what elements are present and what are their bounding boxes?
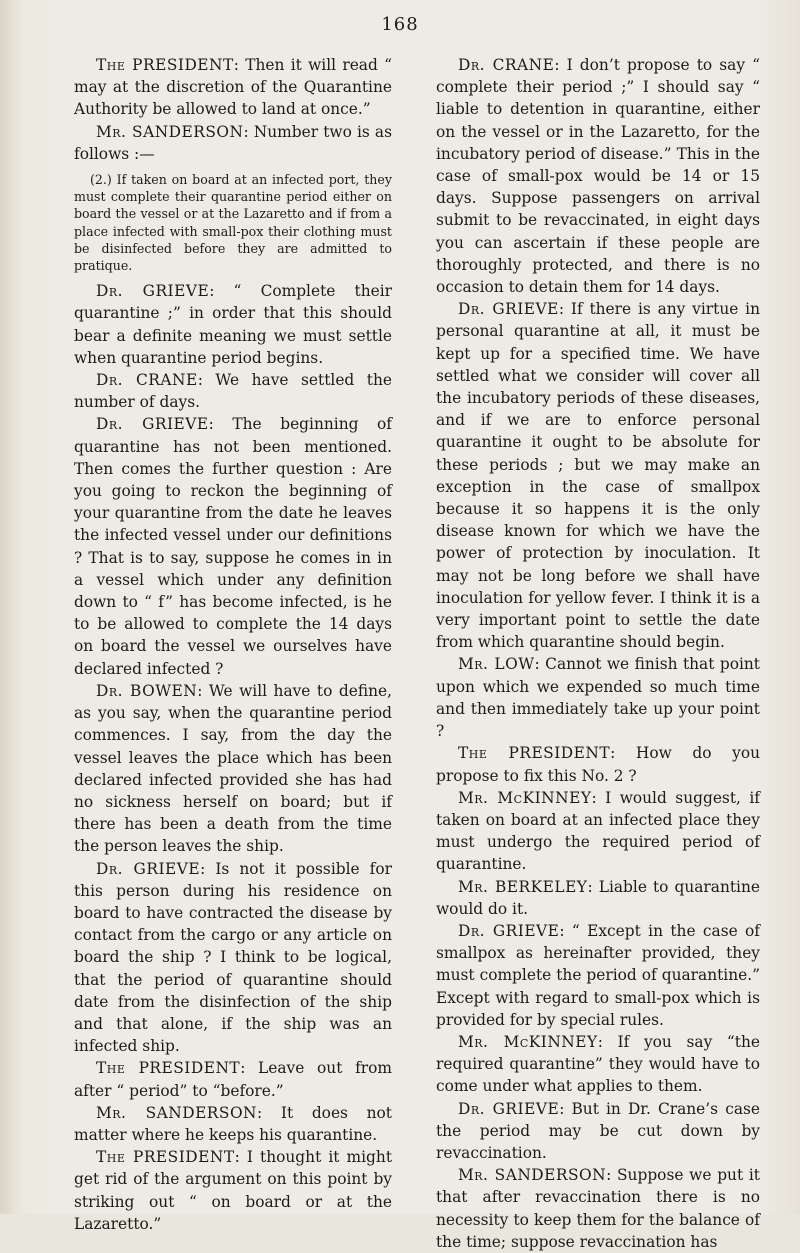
paragraph bbox=[436, 920, 760, 1031]
quoted-clause bbox=[74, 171, 392, 274]
speaker: The PRESIDENT bbox=[458, 744, 611, 763]
paragraph-text: : Is not it possible for this person during his residence on board to have contracted the disease by contact from the cargo or any article on board the ship ? I think to be logical, that the period of quarantine should date from the disinfection of the ship and that alone, if the ship was an infected ship. bbox=[74, 859, 392, 1056]
paragraph-text: : It does not matter where he keeps his quarantine. bbox=[74, 1103, 392, 1144]
paragraph bbox=[436, 876, 760, 920]
speaker: Mr. SANDERSON bbox=[96, 1103, 258, 1122]
speaker: Mr. McKINNEY bbox=[458, 788, 592, 807]
paragraph-text: : I thought it might get rid of the argument on this point by striking out “ on board or at the Lazaretto.” bbox=[74, 1148, 392, 1233]
paragraph-text: : Then it will read “ may at the discretion of the Quarantine Authority be allowed to land at once.” bbox=[74, 56, 392, 119]
paragraph-text: : We will have to define, as you say, when the quarantine period commences. I say, from the day the vessel leaves the place which has been declared infected provided she has had no sickness herself on board; but if there has been a death from the time the person leaves the ship. bbox=[74, 681, 392, 856]
paragraph bbox=[436, 653, 760, 742]
paragraph bbox=[74, 280, 392, 369]
speaker: The PRESIDENT bbox=[96, 1148, 235, 1167]
speaker: Dr. CRANE bbox=[96, 371, 198, 390]
speaker: Mr. SANDERSON bbox=[458, 1166, 607, 1185]
paragraph-text: : I would suggest, if taken on board at an infected place they must undergo the required period of quarantine. bbox=[436, 788, 760, 874]
paragraph-text: : “ Except in the case of smallpox as hereinafter provided, they must complete the period of quarantine.” Except with regard to small-pox which is provided for by special rules. bbox=[436, 921, 761, 1029]
speaker: Dr. GRIEVE bbox=[458, 300, 559, 319]
paragraph bbox=[74, 1057, 392, 1101]
paragraph-text: : But in Dr. Crane’s case the period may be cut down by revaccination. bbox=[436, 1099, 761, 1162]
paragraph bbox=[436, 1164, 760, 1253]
paragraph bbox=[74, 369, 392, 413]
speaker: Dr. CRANE bbox=[458, 56, 555, 74]
paragraph-text: (2.) If taken on board at an infected port, they must complete their quarantine period either on board the vessel or at the Lazaretto and if from a place infected with small-pox their clothing must be disinfected before they are admitted to pratique. bbox=[74, 172, 392, 274]
paragraph bbox=[74, 680, 392, 858]
paragraph-text: : The beginning of quarantine has not been mentioned. Then comes the further question : Are you going to reckon the beginning of your quarantine from the date he leaves the infected vessel under our definitions ? That is to say, suppose he comes in in a vessel which under any definition down to “ f” has become infected, is he to be allowed to complete the 14 days on board the vessel we ourselves have declared infected ? bbox=[74, 415, 392, 678]
right-column bbox=[436, 54, 760, 1253]
paragraph-text: : If there is any virtue in personal quarantine at all, it must be kept up for a specified time. We have settled what we consider will cover all the incubatory periods of these diseases, and if we are to enforce personal quarantine it ought to be absolute for these periods ; but we may make an exception in the case of smallpox because it so happens it is the only disease known for which we have the power of protection by inoculation. It may not be long before we shall have inoculation for yellow fever. I think it is a very important point to settle the date from which quarantine should begin. bbox=[436, 300, 760, 652]
speaker: The PRESIDENT bbox=[96, 1059, 241, 1078]
paragraph-text: : I don’t propose to say “ complete their period ;” I should say “ liable to detention in quarantine, either on the vessel or in the Lazaretto, for the incubatory period of disease.” This in the case of small-pox would be 14 or 15 days. Suppose passengers on arrival submit to be revaccinated, in eight days you can ascertain if these people are thoroughly protected, and there is no occasion to detain them for 14 days. bbox=[436, 56, 760, 297]
speaker: Dr. GRIEVE bbox=[96, 859, 201, 878]
speaker: Mr. LOW bbox=[458, 655, 535, 674]
paragraph bbox=[74, 1146, 392, 1235]
speaker: Mr. BERKELEY bbox=[458, 877, 588, 896]
paragraph bbox=[436, 1031, 760, 1098]
paragraph bbox=[74, 54, 392, 121]
paragraph bbox=[74, 413, 392, 679]
speaker: Dr. GRIEVE bbox=[458, 1099, 560, 1118]
speaker: Dr. GRIEVE bbox=[96, 282, 210, 301]
speaker: Mr. McKINNEY bbox=[458, 1032, 598, 1051]
paragraph bbox=[436, 787, 760, 876]
paragraph-text: : We have settled the number of days. bbox=[74, 371, 392, 412]
paragraph bbox=[74, 1102, 392, 1146]
paragraph-text: : “ Complete their quarantine ;” in order that this should bear a definite meaning we must settle when quarantine period begins. bbox=[74, 282, 393, 367]
paragraph bbox=[436, 298, 760, 653]
paragraph-text: : Cannot we finish that point upon which we expended so much time and then immediately take up your point ? bbox=[436, 655, 760, 741]
paragraph bbox=[436, 54, 760, 298]
paragraph-text: : Number two is as follows :— bbox=[74, 122, 392, 163]
paragraph-text: : Suppose we put it that after revaccination there is no necessity to keep them for the balance of the time; suppose revaccination has bbox=[436, 1166, 760, 1251]
speaker: Dr. BOWEN bbox=[96, 681, 198, 700]
speaker: Mr. SANDERSON bbox=[96, 122, 244, 141]
paragraph bbox=[436, 1098, 760, 1165]
paragraph-text: : Leave out from after “ period” to “before.” bbox=[74, 1059, 393, 1100]
paragraph bbox=[436, 742, 760, 786]
speaker: Dr. GRIEVE bbox=[96, 415, 209, 434]
paragraph bbox=[74, 858, 392, 1058]
speaker: The PRESIDENT bbox=[96, 56, 234, 74]
paragraph-text: : If you say “the required quarantine” they would have to come under what applies to them. bbox=[436, 1032, 760, 1096]
speaker: Dr. GRIEVE bbox=[458, 921, 560, 940]
paragraph-text: : Liable to quarantine would do it. bbox=[436, 877, 761, 918]
page-number: 168 bbox=[381, 14, 419, 35]
paragraph-text: : How do you propose to fix this No. 2 ? bbox=[436, 744, 761, 785]
paragraph bbox=[74, 121, 392, 165]
left-column bbox=[74, 54, 392, 1235]
